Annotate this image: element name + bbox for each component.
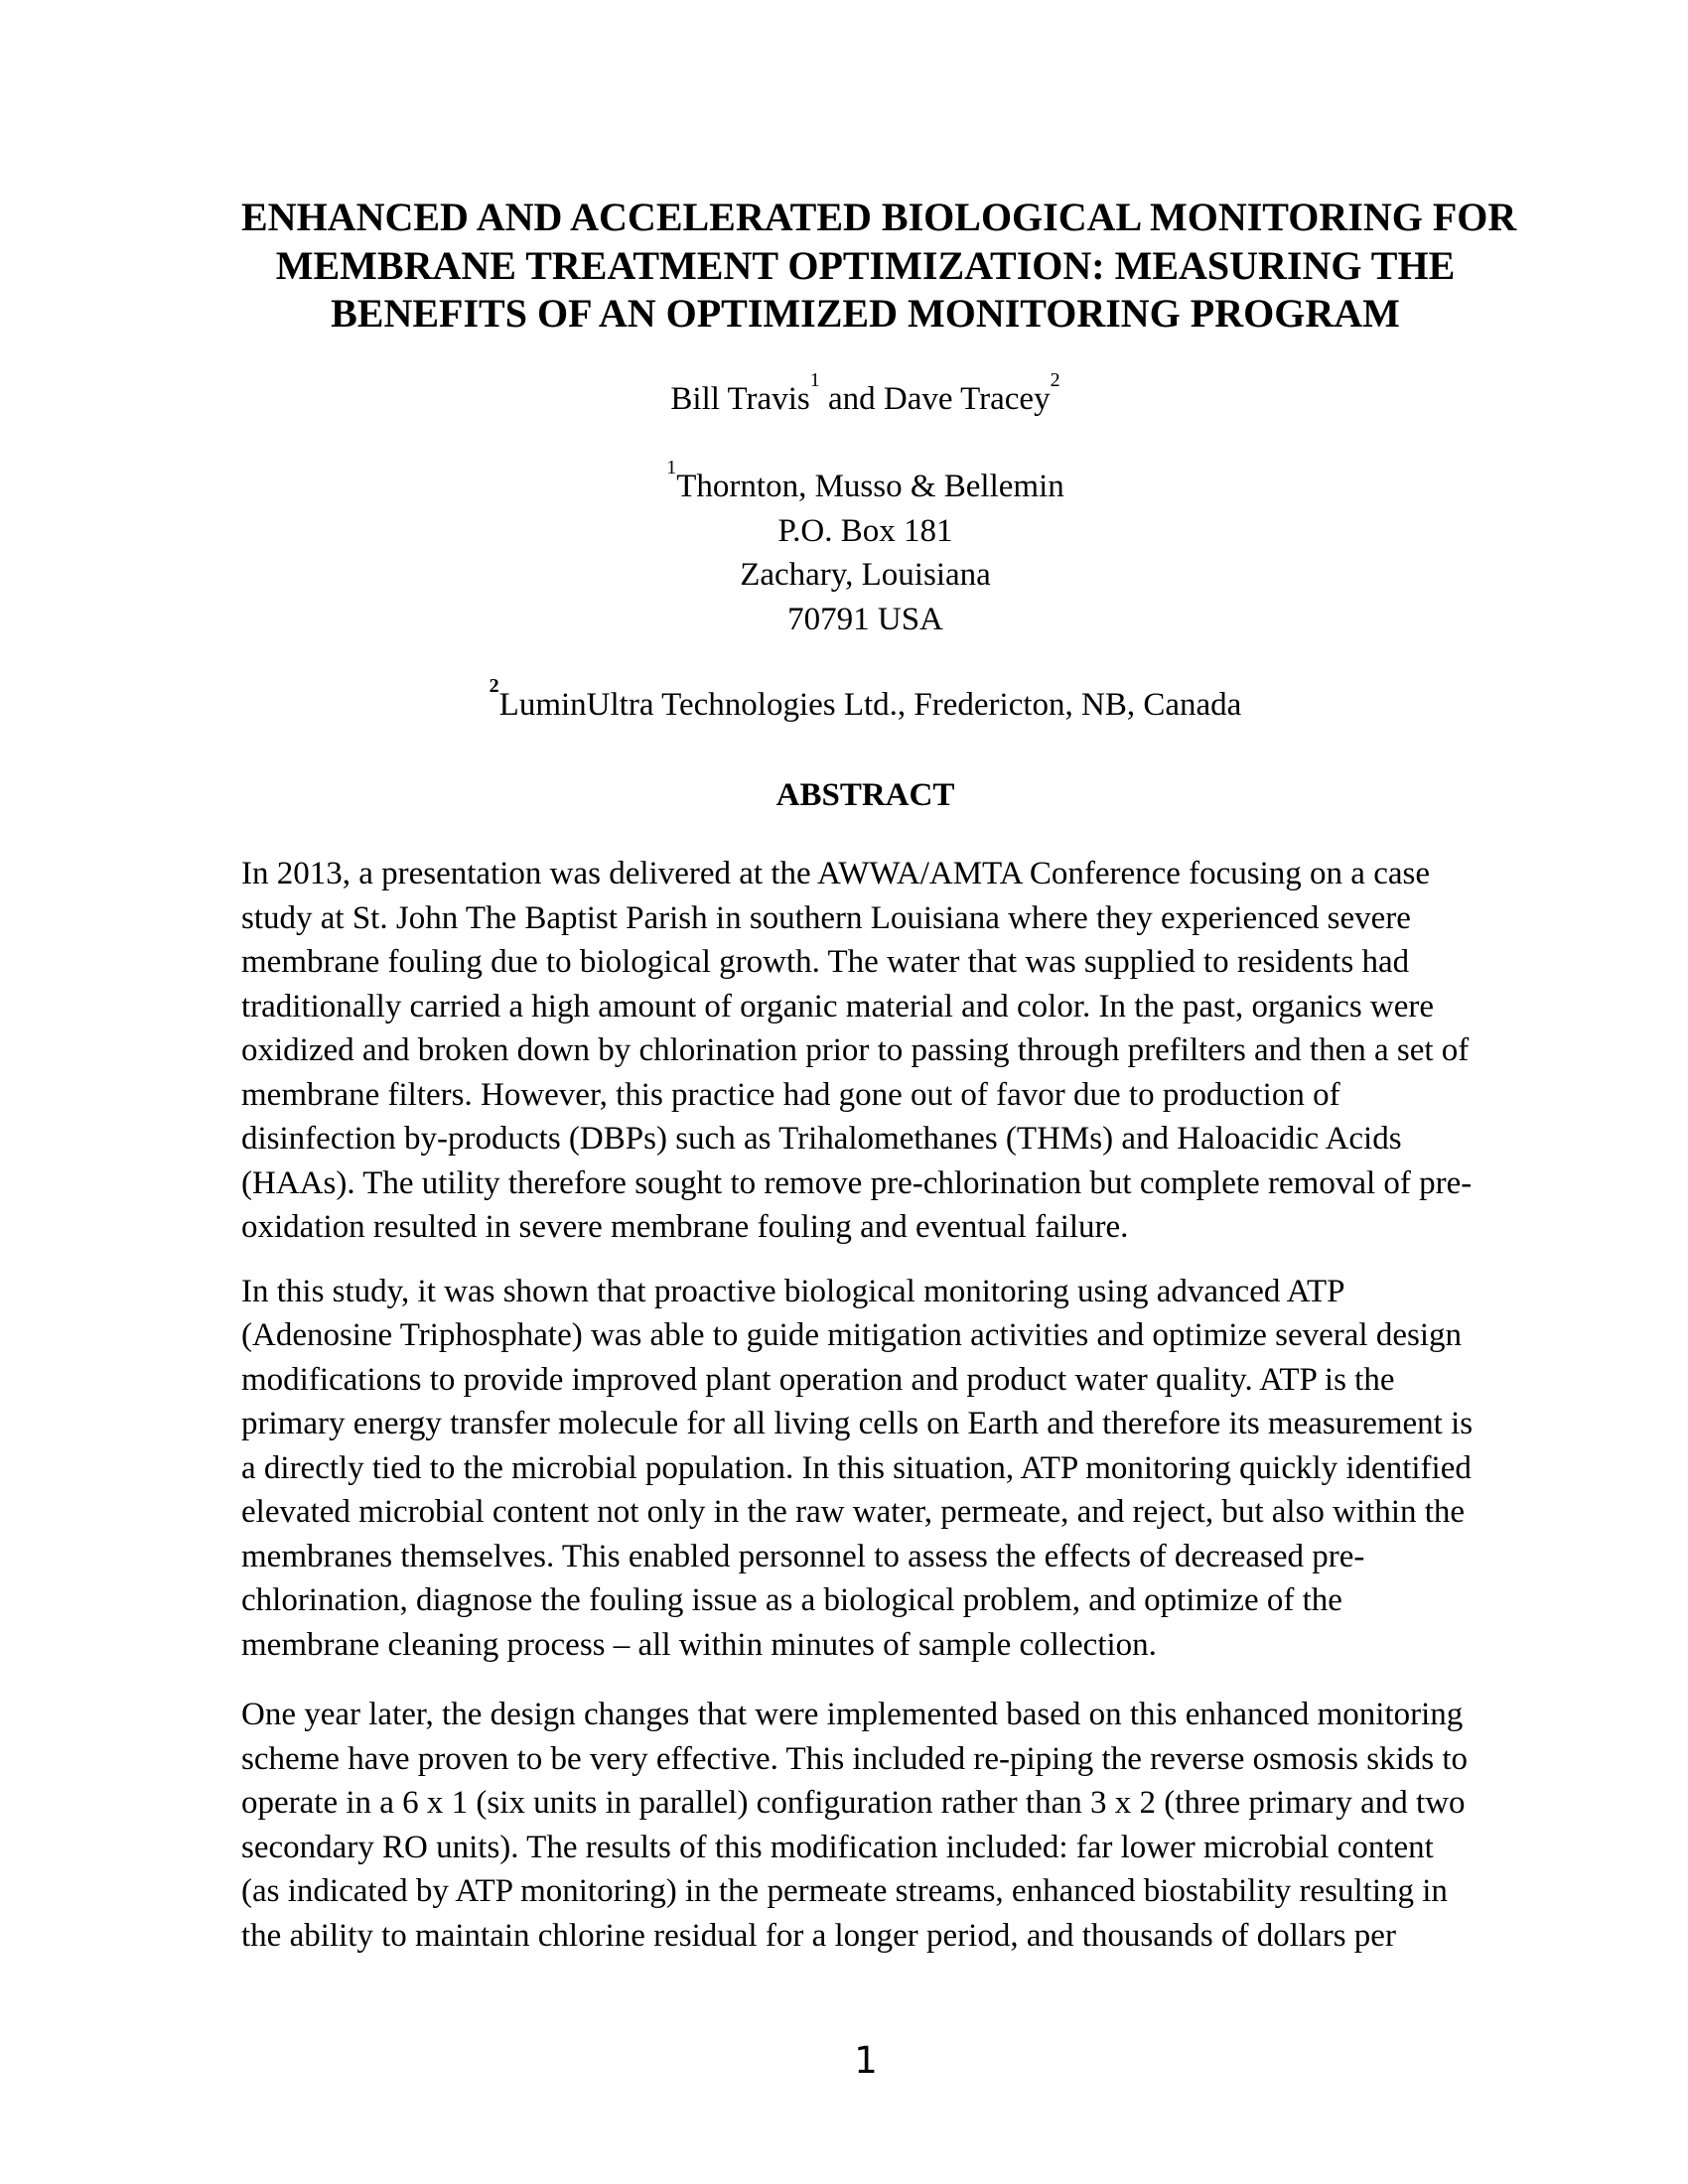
abstract-paragraph-3-line: secondary RO units). The results of this modification included: far lower microbial content xyxy=(241,1829,1434,1865)
affiliation-1 xyxy=(241,457,1489,641)
authors-connector: and xyxy=(819,380,884,417)
affiliation-1-org: Thornton, Musso & Bellemin xyxy=(676,469,1064,504)
abstract-paragraph-2-line: elevated microbial content not only in the raw water, permeate, and reject, but also within the xyxy=(241,1494,1466,1530)
abstract-paragraph-2-line: modifications to provide improved plant operation and product water quality. ATP is the xyxy=(241,1361,1395,1398)
affiliation-1-address xyxy=(241,509,1489,642)
affiliation-1-marker: 1 xyxy=(666,457,677,478)
abstract-paragraph-2-line: chlorination, diagnose the fouling issue as a biological problem, and optimize of the xyxy=(241,1582,1342,1618)
author-2-name: Dave Tracey xyxy=(883,380,1051,417)
page-number: 1 xyxy=(854,2039,878,2082)
abstract-paragraph-2-line: a directly tied to the microbial population. In this situation, ATP monitoring quickly identified xyxy=(241,1449,1472,1486)
abstract-heading: ABSTRACT xyxy=(775,776,955,813)
abstract-paragraph-2-line: membranes themselves. This enabled personnel to assess the effects of decreased pre- xyxy=(241,1538,1365,1574)
authors-line xyxy=(241,368,1489,422)
affiliation-1-address-line: 70791 USA xyxy=(787,601,943,637)
abstract-paragraph-1-line: oxidation resulted in severe membrane fouling and eventual failure. xyxy=(241,1209,1129,1245)
abstract-paragraph-1-line: (HAAs). The utility therefore sought to remove pre-chlorination but complete removal of pre- xyxy=(241,1164,1473,1201)
affiliation-1-org-line xyxy=(241,457,1489,509)
abstract-paragraph-1-line: membrane fouling due to biological growth. The water that was supplied to residents had xyxy=(241,944,1410,980)
abstract-paragraph-3-line: scheme have proven to be very effective. This included re-piping the reverse osmosis skids to xyxy=(241,1740,1469,1777)
paper-title xyxy=(241,194,1517,339)
abstract-paragraph-1-line: oxidized and broken down by chlorination prior to passing through prefilters and then a set of xyxy=(241,1032,1470,1068)
affiliation-2-text: LuminUltra Technologies Ltd., Fredericton, NB, Canada xyxy=(498,687,1242,723)
paper-title-line: MEMBRANE TREATMENT OPTIMIZATION: MEASURING THE xyxy=(275,242,1456,288)
affiliation-2 xyxy=(241,675,1489,728)
abstract-paragraph-1-line: traditionally carried a high amount of organic material and color. In the past, organics were xyxy=(241,988,1435,1024)
abstract-paragraph-1-line: In 2013, a presentation was delivered at the AWWA/AMTA Conference focusing on a case xyxy=(241,856,1430,891)
abstract-paragraph-2-line: primary energy transfer molecule for all living cells on Earth and therefore its measurement is xyxy=(241,1406,1474,1441)
abstract-paragraph-3-line: (as indicated by ATP monitoring) in the permeate streams, enhanced biostability resulting in xyxy=(241,1873,1448,1909)
paper-title-line: BENEFITS OF AN OPTIMIZED MONITORING PROGRAM xyxy=(331,291,1400,336)
affiliation-1-address-line: P.O. Box 181 xyxy=(777,512,953,549)
affiliation-1-address-line: Zachary, Louisiana xyxy=(740,557,991,593)
abstract-paragraph-3-line: the ability to maintain chlorine residual for a longer period, and thousands of dollars per xyxy=(241,1917,1396,1954)
affiliation-2-marker: 2 xyxy=(489,675,499,697)
author-1-affiliation-marker: 1 xyxy=(809,368,820,391)
abstract-paragraph-2 xyxy=(241,1270,1489,1668)
abstract-paragraph-3-line: operate in a 6 x 1 (six units in parallel) configuration rather than 3 x 2 (three primary and two xyxy=(241,1785,1466,1821)
abstract-paragraph-3-line: One year later, the design changes that were implemented based on this enhanced monitoring xyxy=(241,1697,1464,1732)
abstract-paragraph-1-line: study at St. John The Baptist Parish in southern Louisiana where they experienced severe xyxy=(241,899,1411,936)
abstract-paragraph-2-line: (Adenosine Triphosphate) was able to guide mitigation activities and optimize several design xyxy=(241,1317,1462,1353)
abstract-paragraph-1-line: disinfection by-products (DBPs) such as Trihalomethanes (THMs) and Haloacidic Acids xyxy=(241,1121,1402,1157)
abstract-paragraph-1 xyxy=(241,852,1489,1250)
author-1-name: Bill Travis xyxy=(670,380,810,417)
author-2-affiliation-marker: 2 xyxy=(1050,368,1060,391)
abstract-paragraph-2-line: membrane cleaning process – all within minutes of sample collection. xyxy=(241,1626,1157,1663)
abstract-paragraph-1-line: membrane filters. However, this practice had gone out of favor due to production of xyxy=(241,1076,1340,1113)
abstract-paragraph-3 xyxy=(241,1693,1489,1958)
paper-title-line: ENHANCED AND ACCELERATED BIOLOGICAL MONITORING FOR xyxy=(241,195,1517,239)
abstract-paragraph-2-line: In this study, it was shown that proactive biological monitoring using advanced ATP xyxy=(241,1273,1345,1309)
